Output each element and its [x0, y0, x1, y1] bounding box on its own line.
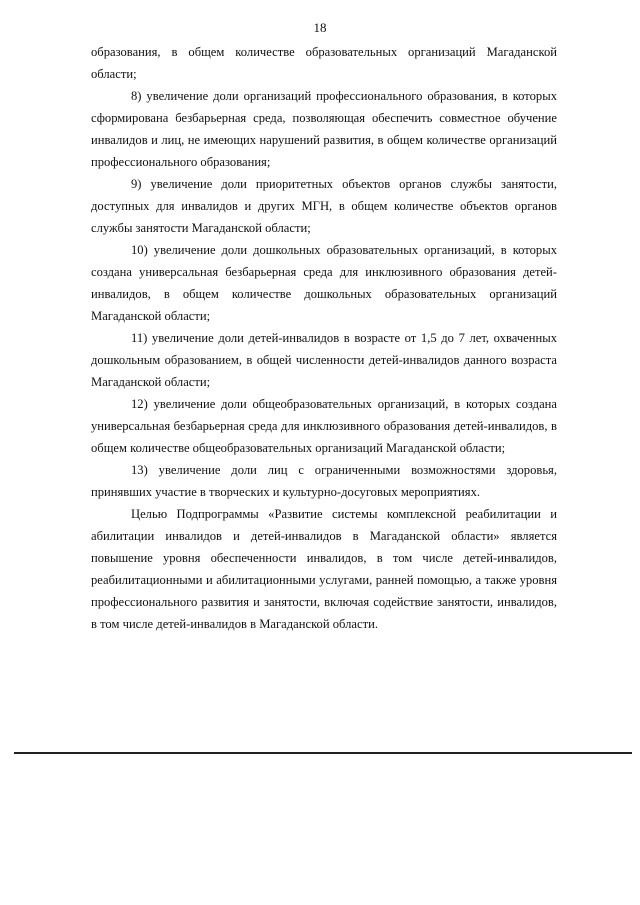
list-item-12: 12) увеличение доли общеобразовательных организаций, в которых создана универсальная безбарьерная среда для инклюзивного образования детей-инвалидов, в общем количестве общеобразовательных организаций Магаданской области; [91, 397, 557, 455]
document-body [91, 41, 557, 635]
bottom-divider-line [14, 752, 632, 754]
list-item-13: 13) увеличение доли лиц с ограниченными возможностями здоровья, принявших участие в творческих и культурно-досуговых мероприятиях. [91, 463, 557, 499]
subprogram-goal-paragraph: Целью Подпрограммы «Развитие системы комплексной реабилитации и абилитации инвалидов и детей-инвалидов в Магаданской области» является повышение уровня обеспеченности инвалидов, в том числе детей-инвалидов, реабилитационными и абилитационными услугами, ранней помощью, а также уровня профессионального развития и занятости, включая содействие занятости, инвалидов, в том числе детей-инвалидов в Магаданской области. [91, 507, 557, 631]
list-item-10: 10) увеличение доли дошкольных образовательных организаций, в которых создана универсальная безбарьерная среда для инклюзивного образования детей-инвалидов, в общем количестве дошкольных образовательных организаций Магаданской области; [91, 243, 557, 323]
list-item-8: 8) увеличение доли организаций профессионального образования, в которых сформирована безбарьерная среда, позволяющая обеспечить совместное обучение инвалидов и лиц, не имеющих нарушений развития, в общем количестве организаций профессионального образования; [91, 89, 557, 169]
list-item-9: 9) увеличение доли приоритетных объектов органов службы занятости, доступных для инвалидов и других МГН, в общем количестве объектов органов службы занятости Магаданской области; [91, 177, 557, 235]
page-number: 18 [313, 20, 327, 35]
list-item-11: 11) увеличение доли детей-инвалидов в возрасте от 1,5 до 7 лет, охваченных дошкольным образованием, в общей численности детей-инвалидов данного возраста Магаданской области; [91, 331, 557, 389]
paragraph-continuation: образования, в общем количестве образовательных организаций Магаданской области; [91, 45, 557, 81]
